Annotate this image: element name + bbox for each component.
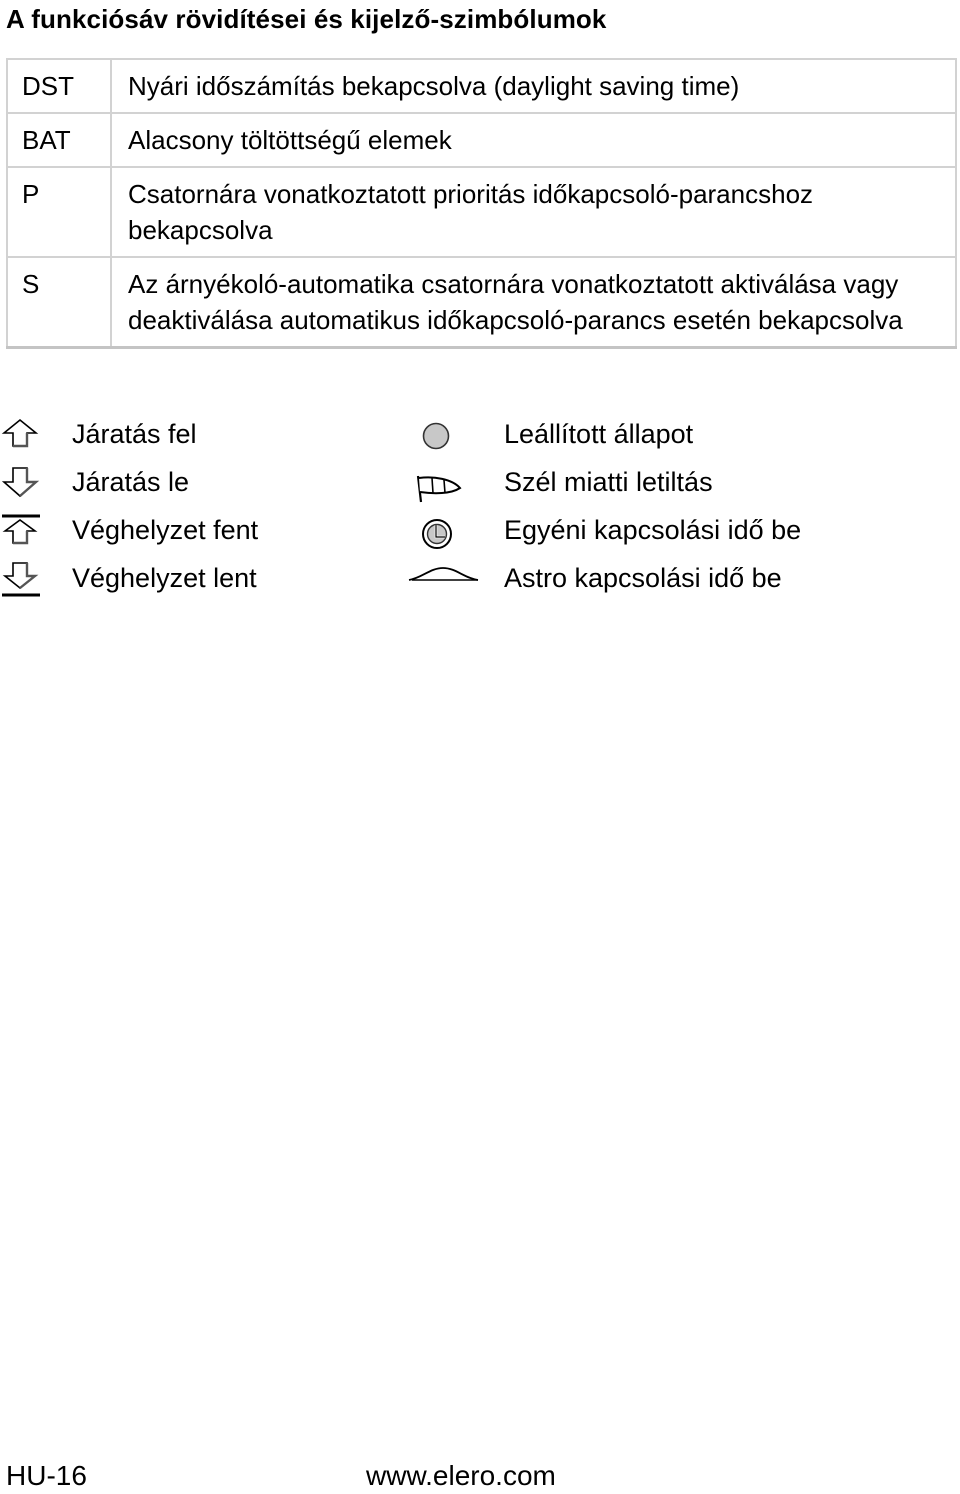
website-link: www.elero.com [366,1460,556,1491]
table-row [7,113,956,167]
stop-circle-icon [406,414,470,454]
list-item [0,462,420,502]
wind-sock-icon [406,462,470,502]
sun-arc-icon [406,558,470,598]
page-title: A funkciósáv rövidítései és kijelző-szimbólumok [6,4,607,34]
symbol-label: Egyéni kapcsolási idő be [504,515,802,545]
list-item [406,558,946,598]
abbreviation-description: Csatornára vonatkoztatott prioritás időkapcsoló-parancshoz bekapcsolva [111,167,956,257]
list-item [0,414,420,454]
abbreviation-description: Alacsony töltöttségű elemek [111,113,956,167]
clock-icon [406,510,470,550]
list-item [406,414,946,454]
symbol-label: Véghelyzet lent [72,563,257,593]
symbol-label: Leállított állapot [504,419,694,449]
list-item [406,462,946,502]
arrow-down-icon [0,462,64,502]
abbreviation-table [6,58,957,349]
abbreviation-code: DST [7,59,111,113]
symbol-label: Járatás le [72,467,190,497]
page-number: HU-16 [6,1460,87,1491]
symbol-label: Véghelyzet fent [72,515,259,545]
abbreviation-code: S [7,257,111,348]
list-item [0,558,420,598]
list-item [0,510,420,550]
table-row [7,257,956,348]
symbol-label: Astro kapcsolási idő be [504,563,782,593]
end-position-bottom-icon [0,558,64,598]
abbreviation-description: Az árnyékoló-automatika csatornára vonatkoztatott aktiválása vagy deaktiválása automatikus időkapcsoló-parancs esetén bekapcsolva [128,269,903,335]
table-row [7,167,956,257]
abbreviation-description: Nyári időszámítás bekapcsolva (daylight saving time) [111,59,956,113]
arrow-up-icon [0,414,64,454]
symbol-label: Szél miatti letiltás [504,467,713,497]
table-row [7,59,956,113]
symbol-label: Járatás fel [72,419,197,449]
list-item [406,510,946,550]
abbreviation-code: P [7,167,111,257]
end-position-top-icon [0,510,64,550]
abbreviation-code: BAT [7,113,111,167]
